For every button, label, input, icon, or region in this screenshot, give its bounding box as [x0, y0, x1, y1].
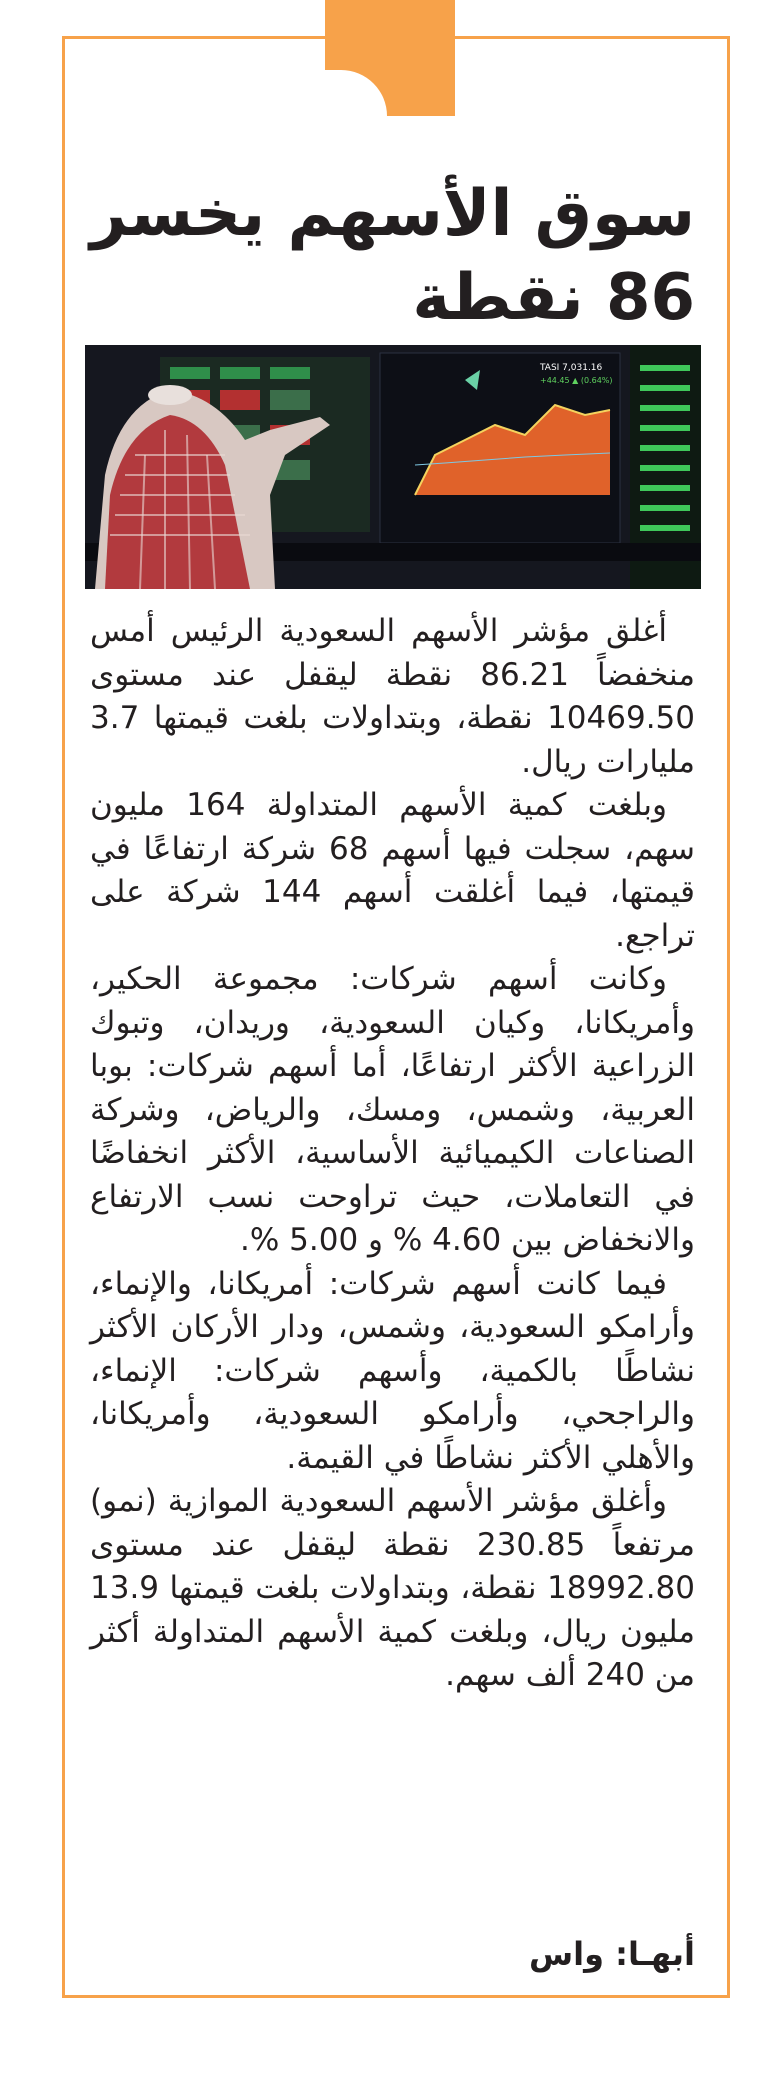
- photo-illustration: [85, 345, 701, 589]
- article-body: [90, 610, 695, 1698]
- paragraph-3: وكانت أسهم شركات: مجموعة الحكير، وأمريكانا، وكيان السعودية، وريدان، وتبوك الزراعية الأكثر ارتفاعًا، أما أسهم شركات: بوبا العربية، وشمس، ومسك، والرياض، وشركة الصناعات الكيميائية الأساسية، الأكثر انخفاضًا في التعاملات، حيث تراوحت نسب الارتفاع والانخفاض بين 4.60 % و 5.00 %.: [90, 961, 695, 1258]
- paragraph-2: وبلغت كمية الأسهم المتداولة 164 مليون سهم، سجلت فيها أسهم 68 شركة ارتفاعًا في قيمتها، فيما أغلقت أسهم 144 شركة على تراجع.: [90, 787, 695, 954]
- paragraph-4: فيما كانت أسهم شركات: أمريكانا، والإنماء، وأرامكو السعودية، وشمس، ودار الأركان الأكثر نشاطًا بالكمية، وأسهم شركات: الإنماء، والراجحي، وأرامكو السعودية، وأمريكانا، والأهلي الأكثر نشاطًا في القيمة.: [90, 1265, 695, 1476]
- stock-market-photo: [85, 345, 701, 589]
- headline: سوق الأسهم يخسر 86 نقطة: [90, 177, 695, 335]
- paragraph-1: أغلق مؤشر الأسهم السعودية الرئيس أمس منخفضاً 86.21 نقطة ليقفل عند مستوى 10469.50 نقطة، وبتداولات بلغت قيمتها 3.7 مليارات ريال.: [90, 613, 695, 780]
- paragraph-5: وأغلق مؤشر الأسهم السعودية الموازية (نمو) مرتفعاً 230.85 نقطة ليقفل عند مستوى 18992.80 نقطة، وبتداولات بلغت قيمتها 13.9 مليون ريال، وبلغت كمية الأسهم المتداولة أكثر من 240 ألف سهم.: [90, 1483, 695, 1693]
- screen-subheader: +44.45 ▲ (0.64%): [540, 376, 613, 385]
- byline: أبهـا: واس: [528, 1935, 695, 1973]
- screen-header: TASI 7,031.16: [540, 363, 603, 373]
